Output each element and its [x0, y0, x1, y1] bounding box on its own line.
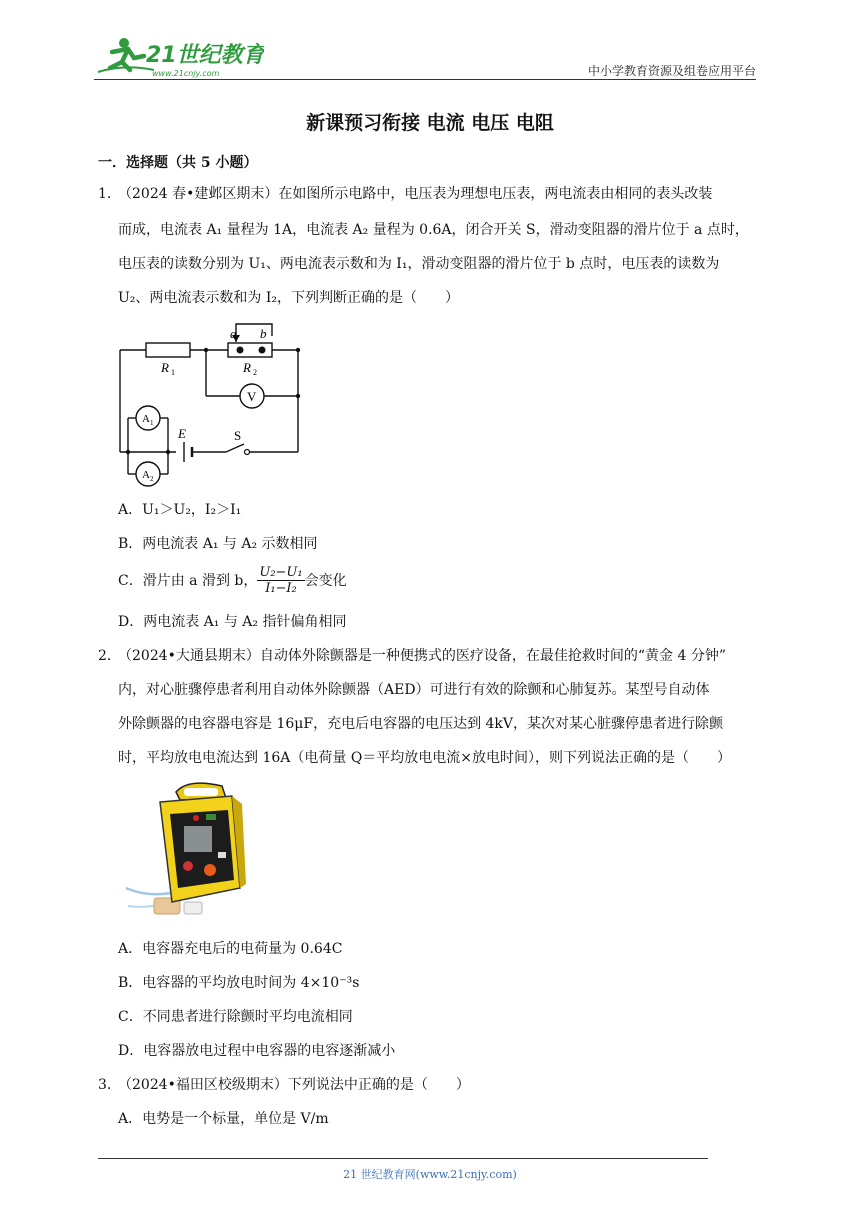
- svg-text:www.21cnjy.com: www.21cnjy.com: [152, 69, 220, 78]
- svg-text:21世纪教育: 21世纪教育: [146, 43, 264, 68]
- q2-option-b: B．电容器的平均放电时间为 4×10⁻³s: [118, 975, 360, 991]
- q3-line1: （2024•福田区校级期末）下列说法中正确的是（ ）: [118, 1077, 470, 1093]
- q1-option-c: [118, 565, 347, 596]
- q2-line3: 外除颤器的电容器电容是 16μF，充电后电容器的电压达到 4kV，某次对某心脏骤停患者进行除颤: [118, 716, 724, 732]
- q1-option-d: D．两电流表 A₁ 与 A₂ 指针偏角相同: [118, 614, 347, 630]
- page-title: 新课预习衔接 电流 电压 电阻: [306, 112, 554, 134]
- circuit-label-a1-sub: 1: [150, 419, 154, 427]
- footer-link[interactable]: 21 世纪教育网(www.21cnjy.com): [343, 1168, 517, 1181]
- q1-number: 1．: [98, 186, 121, 202]
- circuit-label-r1-sub: 1: [171, 368, 175, 377]
- q2-option-c: C．不同患者进行除颤时平均电流相同: [118, 1009, 353, 1025]
- q2-option-a: A．电容器充电后的电荷量为 0.64C: [118, 941, 343, 957]
- q1-option-c-prefix: C．滑片由 a 滑到 b，: [118, 572, 258, 589]
- site-logo: [94, 34, 264, 80]
- q1-line4: U₂、两电流表示数和为 I₂，下列判断正确的是（ ）: [118, 290, 460, 306]
- circuit-label-a: a: [230, 326, 237, 341]
- q2-option-d: D．电容器放电过程中电容器的电容逐渐减小: [118, 1043, 396, 1059]
- circuit-label-a1: A: [142, 413, 150, 425]
- q1-option-c-fraction: [257, 565, 304, 596]
- header-platform-text: 中小学教育资源及组卷应用平台: [587, 64, 756, 78]
- circuit-label-a2: A: [142, 469, 150, 481]
- q2-number: 2．: [98, 648, 121, 664]
- q2-line2: 内，对心脏骤停患者利用自动体外除颤器（AED）可进行有效的除颤和心肺复苏。某型号自动体: [118, 682, 710, 698]
- q1-line1: （2024 春•建邺区期末）在如图所示电路中，电压表为理想电压表，两电流表由相同的表头改装: [118, 186, 713, 202]
- q3-number: 3．: [98, 1077, 121, 1093]
- circuit-label-e: E: [178, 426, 186, 441]
- header-divider: [94, 79, 756, 80]
- fraction-denominator: I₁−I₂: [265, 581, 297, 596]
- circuit-label-a2-sub: 2: [150, 475, 154, 483]
- q2-line4: 时，平均放电电流达到 16A（电荷量 Q＝平均放电电流×放电时间），则下列说法正确的是（ ）: [118, 750, 732, 766]
- q1-option-a: A．U₁＞U₂，I₂＞I₁: [118, 502, 242, 518]
- circuit-label-r2-sub: 2: [253, 368, 257, 377]
- q1-circuit-diagram: [114, 322, 310, 488]
- q2-line1: （2024•大通县期末）自动体外除颤器是一种便携式的医疗设备，在最佳抢救时间的“黄金 4 分钟”: [118, 648, 727, 664]
- q1-option-b: B．两电流表 A₁ 与 A₂ 示数相同: [118, 536, 318, 552]
- circuit-label-v: V: [247, 389, 257, 404]
- q1-line2: 而成，电流表 A₁ 量程为 1A，电流表 A₂ 量程为 0.6A，闭合开关 S，滑动变阻器的滑片位于 a 点时，: [118, 222, 749, 238]
- q3-option-a: A．电势是一个标量，单位是 V/m: [118, 1111, 329, 1127]
- q1-line3: 电压表的读数分别为 U₁、两电流表示数和为 I₁，滑动变阻器的滑片位于 b 点时，电压表的读数为: [118, 256, 720, 272]
- aed-device-image: [118, 780, 248, 920]
- circuit-label-s: S: [234, 428, 242, 443]
- fraction-numerator: U₂−U₁: [259, 565, 303, 580]
- q1-option-c-suffix: 会变化: [304, 572, 347, 589]
- section-heading: 一．选择题（共 5 小题）: [98, 155, 258, 171]
- circuit-label-b: b: [260, 326, 267, 341]
- circuit-label-r2: R: [243, 360, 251, 375]
- circuit-label-r1: R: [161, 360, 169, 375]
- footer-divider: [98, 1158, 708, 1159]
